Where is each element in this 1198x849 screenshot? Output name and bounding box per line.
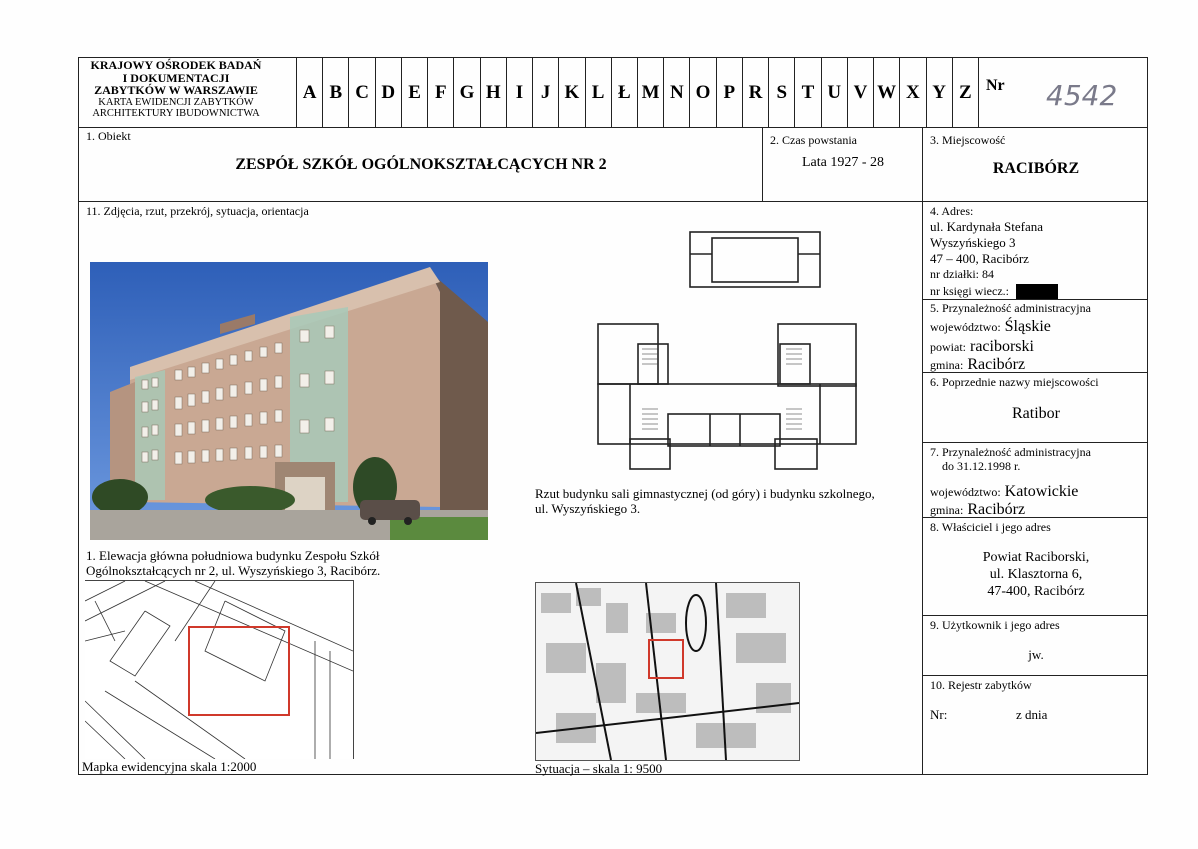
former-voivodeship: województwo: Katowickie — [930, 483, 1079, 500]
former-admin-date: do 31.12.1998 r. — [942, 459, 1021, 473]
former-names-label: 6. Poprzednie nazwy miejscowości — [930, 375, 1099, 389]
letter-15: N — [663, 58, 689, 127]
owner-line1: Powiat Raciborski, — [982, 550, 1090, 565]
building-photo — [90, 262, 488, 540]
cadastral-map — [85, 580, 354, 759]
plan-caption-line2: ul. Wyszyńskiego 3. — [535, 501, 641, 516]
divider — [922, 517, 1148, 518]
address-line3: 47 – 400, Racibórz — [930, 251, 1029, 266]
register-label: 10. Rejestr zabytków — [930, 678, 1032, 692]
admin-label: 5. Przynależność administracyjna — [930, 301, 1091, 315]
letter-24: X — [899, 58, 925, 127]
letter-10: J — [532, 58, 558, 127]
letter-23: W — [873, 58, 899, 127]
letter-20: T — [794, 58, 820, 127]
letter-25: Y — [926, 58, 952, 127]
date-value: Lata 1927 - 28 — [801, 155, 885, 170]
cadastral-caption: Mapka ewidencyjna skala 1:2000 — [82, 759, 257, 774]
letter-8: H — [480, 58, 506, 127]
photos-label: 11. Zdjęcia, rzut, przekrój, sytuacja, orientacja — [86, 204, 309, 218]
letter-9: I — [506, 58, 532, 127]
situation-map — [535, 582, 800, 761]
divider — [922, 127, 923, 775]
address-line2: Wyszyńskiego 3 — [930, 235, 1016, 250]
object-label: 1. Obiekt — [86, 129, 131, 143]
letter-14: M — [637, 58, 663, 127]
locality-value: RACIBÓRZ — [992, 160, 1080, 177]
divider — [78, 201, 1148, 202]
owner-label: 8. Właściciel i jego adres — [930, 520, 1051, 534]
admin-county: powiat: raciborski — [930, 338, 1034, 355]
institution-name: KRAJOWY OŚRODEK BADAŃ I DOKUMENTACJI ZABYTKÓW W WARSZAWIE KARTA EWIDENCJI ZABYTKÓW ARCHITEKTURY IBUDOWNICTWA — [90, 58, 262, 119]
letter-6: F — [427, 58, 453, 127]
redacted-field — [1016, 284, 1058, 299]
letter-1: A — [296, 58, 322, 127]
nr-value: 4542 — [1046, 79, 1118, 112]
photo-caption-line1: 1. Elewacja główna południowa budynku Zespołu Szkół — [86, 548, 380, 563]
situation-caption: Sytuacja – skala 1: 9500 — [535, 761, 663, 776]
land-register-label: nr księgi wiecz.: — [930, 284, 1009, 298]
divider — [78, 127, 1148, 128]
parcel-number: nr działki: 84 — [930, 267, 994, 281]
owner-line3: 47-400, Racibórz — [987, 584, 1085, 599]
former-name: Ratibor — [1012, 405, 1060, 422]
address-line1: ul. Kardynała Stefana — [930, 219, 1043, 234]
divider — [922, 615, 1148, 616]
letter-18: R — [742, 58, 768, 127]
letter-12: L — [585, 58, 611, 127]
divider — [978, 57, 979, 127]
nr-label: Nr — [986, 77, 1005, 94]
letter-3: C — [348, 58, 374, 127]
letter-19: S — [768, 58, 794, 127]
letter-26: Z — [952, 58, 978, 127]
user-value: jw. — [1028, 647, 1044, 662]
date-label: 2. Czas powstania — [770, 133, 857, 147]
register-nr: Nr: — [930, 707, 948, 722]
cadastral-map-drawing — [85, 581, 353, 759]
locality-label: 3. Miejscowość — [930, 133, 1006, 147]
object-value: ZESPÓŁ SZKÓŁ OGÓLNOKSZTAŁCĄCYCH NR 2 — [235, 156, 607, 173]
former-admin-label: 7. Przynależność administracyjna — [930, 445, 1091, 459]
owner-line2: ul. Klasztorna 6, — [989, 567, 1083, 582]
divider — [922, 675, 1148, 676]
divider — [922, 372, 1148, 373]
letter-16: O — [689, 58, 715, 127]
letter-11: K — [558, 58, 584, 127]
letter-17: P — [716, 58, 742, 127]
letter-7: G — [453, 58, 479, 127]
letter-21: U — [821, 58, 847, 127]
user-label: 9. Użytkownik i jego adres — [930, 618, 1060, 632]
divider — [922, 299, 1148, 300]
divider — [922, 442, 1148, 443]
divider — [762, 127, 763, 201]
former-commune: gmina: Racibórz — [930, 501, 1026, 518]
admin-commune: gmina: Racibórz — [930, 356, 1026, 373]
floor-plan-drawing — [590, 224, 870, 474]
admin-voivodeship: województwo: Śląskie — [930, 318, 1051, 335]
letter-4: D — [375, 58, 401, 127]
photo-caption-line2: Ogólnokształcących nr 2, ul. Wyszyńskiego 3, Racibórz. — [86, 563, 381, 578]
letter-13: Ł — [611, 58, 637, 127]
situation-map-drawing — [536, 583, 799, 760]
register-date: z dnia — [1016, 707, 1048, 722]
letter-2: B — [322, 58, 348, 127]
letter-5: E — [401, 58, 427, 127]
letter-22: V — [847, 58, 873, 127]
plan-caption-line1: Rzut budynku sali gimnastycznej (od góry) i budynku szkolnego, — [535, 486, 875, 501]
address-label: 4. Adres: — [930, 204, 974, 218]
school-building-image — [90, 262, 488, 540]
